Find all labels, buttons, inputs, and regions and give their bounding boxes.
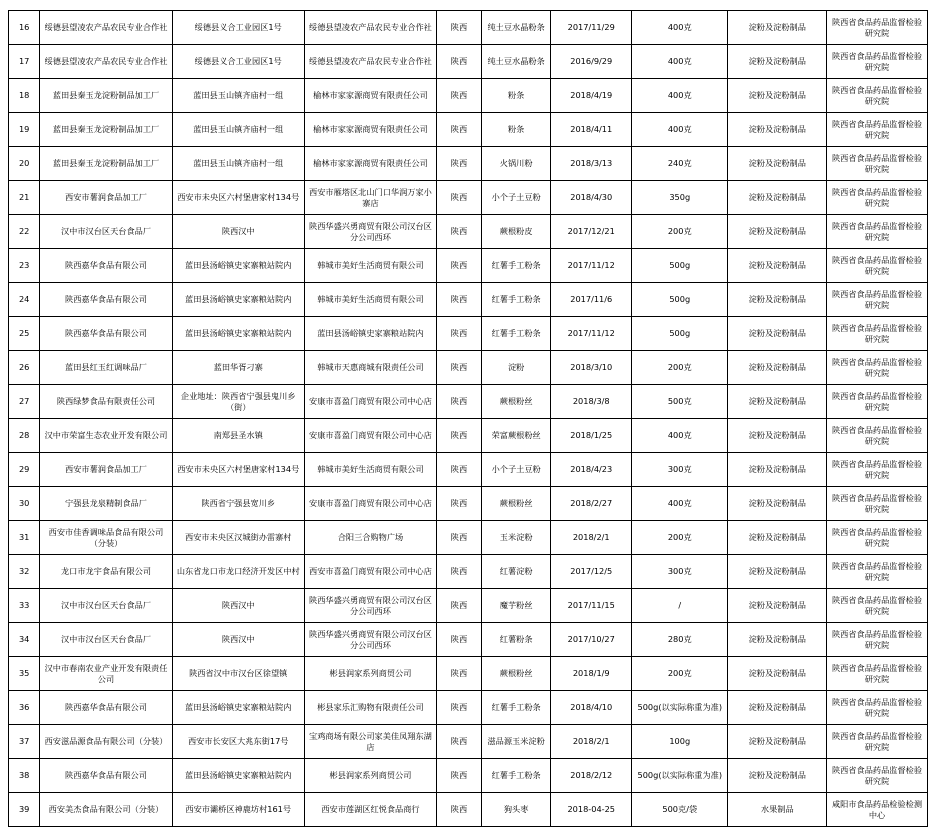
cell-sampled_addr: 合阳三合购物广场	[304, 521, 436, 555]
cell-producer: 汉中市汉台区天台食品厂	[40, 623, 172, 657]
cell-agency: 陕西省食品药品监督检验研究院	[827, 691, 928, 725]
table-row	[9, 147, 928, 181]
cell-agency: 陕西省食品药品监督检验研究院	[827, 759, 928, 793]
cell-sampled_unit: 蓝田县汤峪镇史家寨粮站院内	[172, 691, 304, 725]
cell-producer: 绥德县望凌农产品农民专业合作社	[40, 45, 172, 79]
cell-province: 陕西	[437, 691, 482, 725]
cell-food_name: 红薯手工粉条	[481, 283, 550, 317]
cell-province: 陕西	[437, 317, 482, 351]
cell-sampled_unit: 西安市长安区大兆东街17号	[172, 725, 304, 759]
cell-spec: 400克	[632, 79, 728, 113]
cell-date: 2017/11/12	[551, 317, 632, 351]
cell-num: 32	[9, 555, 40, 589]
cell-food_name: 蕨根粉丝	[481, 657, 550, 691]
cell-food_name: 蕨根粉丝	[481, 385, 550, 419]
cell-spec: 240克	[632, 147, 728, 181]
table-row	[9, 249, 928, 283]
cell-sampled_unit: 绥德县义合工业园区1号	[172, 11, 304, 45]
cell-num: 35	[9, 657, 40, 691]
cell-agency: 陕西省食品药品监督检验研究院	[827, 113, 928, 147]
cell-category: 淀粉及淀粉制品	[728, 453, 827, 487]
table-row	[9, 113, 928, 147]
cell-food_name: 纯土豆水晶粉条	[481, 11, 550, 45]
cell-category: 淀粉及淀粉制品	[728, 419, 827, 453]
cell-food_name: 红薯粉条	[481, 623, 550, 657]
cell-sampled_addr: 榆林市家家源商贸有限责任公司	[304, 147, 436, 181]
table-row	[9, 351, 928, 385]
cell-spec: 500g(以实际称重为准)	[632, 759, 728, 793]
table-row	[9, 181, 928, 215]
cell-spec: 300克	[632, 555, 728, 589]
cell-sampled_addr: 西安市雁塔区北山门口华润万家小寨店	[304, 181, 436, 215]
cell-producer: 西安市薯润食品加工厂	[40, 181, 172, 215]
cell-date: 2018/2/1	[551, 725, 632, 759]
cell-num: 30	[9, 487, 40, 521]
cell-category: 淀粉及淀粉制品	[728, 283, 827, 317]
cell-producer: 陕西嘉华食品有限公司	[40, 691, 172, 725]
cell-spec: /	[632, 589, 728, 623]
cell-sampled_addr: 韩城市美好生活商贸有限公司	[304, 453, 436, 487]
cell-date: 2018/1/9	[551, 657, 632, 691]
cell-date: 2017/12/21	[551, 215, 632, 249]
cell-agency: 陕西省食品药品监督检验研究院	[827, 181, 928, 215]
cell-food_name: 滋品源玉米淀粉	[481, 725, 550, 759]
cell-sampled_addr: 彬县润家系列商贸公司	[304, 759, 436, 793]
cell-sampled_addr: 安康市喜盈门商贸有限公司中心店	[304, 419, 436, 453]
cell-num: 39	[9, 793, 40, 827]
cell-producer: 龙口市龙宇食品有限公司	[40, 555, 172, 589]
cell-category: 淀粉及淀粉制品	[728, 725, 827, 759]
cell-producer: 蓝田县红玉红调味品厂	[40, 351, 172, 385]
cell-agency: 陕西省食品药品监督检验研究院	[827, 657, 928, 691]
cell-province: 陕西	[437, 555, 482, 589]
cell-producer: 陕西嘉华食品有限公司	[40, 317, 172, 351]
cell-province: 陕西	[437, 385, 482, 419]
table-row	[9, 453, 928, 487]
cell-num: 21	[9, 181, 40, 215]
cell-food_name: 红薯手工粉条	[481, 249, 550, 283]
cell-sampled_addr: 陕西华盛兴勇商贸有限公司汉台区分公司西环	[304, 623, 436, 657]
cell-num: 19	[9, 113, 40, 147]
cell-sampled_addr: 安康市喜盈门商贸有限公司中心店	[304, 385, 436, 419]
cell-num: 28	[9, 419, 40, 453]
cell-producer: 蓝田县秦玉龙淀粉制品加工厂	[40, 147, 172, 181]
cell-agency: 咸阳市食品药品检验检测中心	[827, 793, 928, 827]
cell-date: 2017/11/15	[551, 589, 632, 623]
cell-province: 陕西	[437, 521, 482, 555]
cell-province: 陕西	[437, 249, 482, 283]
cell-producer: 西安市薯润食品加工厂	[40, 453, 172, 487]
cell-category: 淀粉及淀粉制品	[728, 11, 827, 45]
cell-agency: 陕西省食品药品监督检验研究院	[827, 11, 928, 45]
cell-province: 陕西	[437, 453, 482, 487]
cell-sampled_addr: 彬县润家系列商贸公司	[304, 657, 436, 691]
cell-producer: 汉中市荣富生态农业开发有限公司	[40, 419, 172, 453]
cell-food_name: 粉条	[481, 79, 550, 113]
cell-province: 陕西	[437, 147, 482, 181]
cell-sampled_unit: 山东省龙口市龙口经济开发区中村	[172, 555, 304, 589]
cell-province: 陕西	[437, 793, 482, 827]
cell-producer: 汉中市春南农业产业开发有限责任公司	[40, 657, 172, 691]
cell-producer: 西安滋品源食品有限公司（分装）	[40, 725, 172, 759]
cell-spec: 400克	[632, 45, 728, 79]
cell-province: 陕西	[437, 351, 482, 385]
cell-date: 2018/4/11	[551, 113, 632, 147]
cell-sampled_unit: 陕西省汉中市汉台区徐望镇	[172, 657, 304, 691]
cell-sampled_addr: 陕西华盛兴勇商贸有限公司汉台区分公司西环	[304, 215, 436, 249]
cell-date: 2016/9/29	[551, 45, 632, 79]
cell-sampled_unit: 陕西汉中	[172, 215, 304, 249]
cell-food_name: 红薯手工粉条	[481, 317, 550, 351]
cell-agency: 陕西省食品药品监督检验研究院	[827, 79, 928, 113]
cell-sampled_unit: 蓝田县汤峪镇史家寨粮站院内	[172, 249, 304, 283]
cell-num: 26	[9, 351, 40, 385]
cell-sampled_addr: 蓝田县汤峪镇史家寨粮站院内	[304, 317, 436, 351]
cell-num: 29	[9, 453, 40, 487]
cell-spec: 280克	[632, 623, 728, 657]
table-row	[9, 487, 928, 521]
cell-num: 38	[9, 759, 40, 793]
cell-date: 2017/11/6	[551, 283, 632, 317]
cell-num: 27	[9, 385, 40, 419]
cell-sampled_addr: 绥德县望凌农产品农民专业合作社	[304, 11, 436, 45]
cell-date: 2018/2/27	[551, 487, 632, 521]
cell-agency: 陕西省食品药品监督检验研究院	[827, 589, 928, 623]
cell-producer: 西安市佳香调味品食品有限公司（分装）	[40, 521, 172, 555]
cell-date: 2017/12/5	[551, 555, 632, 589]
cell-producer: 陕西嘉华食品有限公司	[40, 249, 172, 283]
cell-producer: 蓝田县秦玉龙淀粉制品加工厂	[40, 79, 172, 113]
table-row	[9, 79, 928, 113]
cell-category: 淀粉及淀粉制品	[728, 249, 827, 283]
cell-spec: 500g	[632, 249, 728, 283]
cell-spec: 400克	[632, 419, 728, 453]
cell-category: 淀粉及淀粉制品	[728, 657, 827, 691]
cell-sampled_unit: 陕西汉中	[172, 623, 304, 657]
cell-food_name: 狗头枣	[481, 793, 550, 827]
cell-province: 陕西	[437, 283, 482, 317]
cell-sampled_addr: 榆林市家家源商贸有限责任公司	[304, 113, 436, 147]
cell-sampled_unit: 蓝田县汤峪镇史家寨粮站院内	[172, 283, 304, 317]
cell-date: 2018/4/10	[551, 691, 632, 725]
cell-num: 31	[9, 521, 40, 555]
cell-agency: 陕西省食品药品监督检验研究院	[827, 487, 928, 521]
cell-num: 18	[9, 79, 40, 113]
cell-date: 2018/3/8	[551, 385, 632, 419]
inspection-results-table	[8, 10, 928, 827]
cell-agency: 陕西省食品药品监督检验研究院	[827, 351, 928, 385]
cell-sampled_addr: 西安市莲湖区红悦食品商行	[304, 793, 436, 827]
cell-date: 2018/3/10	[551, 351, 632, 385]
cell-num: 16	[9, 11, 40, 45]
cell-category: 淀粉及淀粉制品	[728, 487, 827, 521]
cell-agency: 陕西省食品药品监督检验研究院	[827, 385, 928, 419]
cell-spec: 200克	[632, 521, 728, 555]
cell-province: 陕西	[437, 589, 482, 623]
cell-sampled_unit: 蓝田县玉山镇齐庙村一组	[172, 113, 304, 147]
cell-spec: 300克	[632, 453, 728, 487]
cell-num: 23	[9, 249, 40, 283]
cell-date: 2018-04-25	[551, 793, 632, 827]
cell-agency: 陕西省食品药品监督检验研究院	[827, 521, 928, 555]
cell-province: 陕西	[437, 725, 482, 759]
cell-sampled_addr: 榆林市家家源商贸有限责任公司	[304, 79, 436, 113]
cell-date: 2018/4/19	[551, 79, 632, 113]
cell-date: 2017/11/29	[551, 11, 632, 45]
cell-province: 陕西	[437, 419, 482, 453]
table-row	[9, 11, 928, 45]
cell-date: 2018/2/1	[551, 521, 632, 555]
cell-num: 34	[9, 623, 40, 657]
cell-sampled_addr: 西安市喜盈门商贸有限公司中心店	[304, 555, 436, 589]
cell-sampled_unit: 蓝田华胥刁寨	[172, 351, 304, 385]
table-row	[9, 725, 928, 759]
cell-date: 2018/2/12	[551, 759, 632, 793]
cell-category: 淀粉及淀粉制品	[728, 759, 827, 793]
cell-category: 水果制品	[728, 793, 827, 827]
cell-food_name: 小个子土豆粉	[481, 453, 550, 487]
cell-num: 22	[9, 215, 40, 249]
cell-spec: 200克	[632, 657, 728, 691]
cell-category: 淀粉及淀粉制品	[728, 691, 827, 725]
cell-sampled_unit: 南郑县圣水镇	[172, 419, 304, 453]
cell-agency: 陕西省食品药品监督检验研究院	[827, 147, 928, 181]
table-row	[9, 555, 928, 589]
table-row	[9, 623, 928, 657]
table-body	[9, 11, 928, 827]
cell-num: 24	[9, 283, 40, 317]
cell-date: 2018/3/13	[551, 147, 632, 181]
table-row	[9, 385, 928, 419]
cell-spec: 500克	[632, 385, 728, 419]
cell-spec: 200克	[632, 215, 728, 249]
cell-producer: 陕西嘉华食品有限公司	[40, 759, 172, 793]
cell-category: 淀粉及淀粉制品	[728, 317, 827, 351]
cell-date: 2018/1/25	[551, 419, 632, 453]
cell-sampled_unit: 西安市未央区六村堡唐家村134号	[172, 181, 304, 215]
cell-date: 2018/4/30	[551, 181, 632, 215]
cell-category: 淀粉及淀粉制品	[728, 215, 827, 249]
cell-food_name: 红薯淀粉	[481, 555, 550, 589]
cell-food_name: 蕨根粉丝	[481, 487, 550, 521]
cell-food_name: 荣富蕨根粉丝	[481, 419, 550, 453]
cell-sampled_addr: 安康市喜盈门商贸有限公司中心店	[304, 487, 436, 521]
cell-food_name: 纯土豆水晶粉条	[481, 45, 550, 79]
cell-spec: 400克	[632, 113, 728, 147]
cell-producer: 汉中市汉台区天台食品厂	[40, 589, 172, 623]
cell-food_name: 蕨根粉皮	[481, 215, 550, 249]
cell-province: 陕西	[437, 113, 482, 147]
cell-agency: 陕西省食品药品监督检验研究院	[827, 453, 928, 487]
cell-producer: 蓝田县秦玉龙淀粉制品加工厂	[40, 113, 172, 147]
cell-spec: 200克	[632, 351, 728, 385]
cell-food_name: 红薯手工粉条	[481, 691, 550, 725]
cell-province: 陕西	[437, 487, 482, 521]
cell-sampled_unit: 陕西省宁强县宽川乡	[172, 487, 304, 521]
cell-date: 2018/4/23	[551, 453, 632, 487]
cell-sampled_addr: 陕西华盛兴勇商贸有限公司汉台区分公司西环	[304, 589, 436, 623]
cell-producer: 宁强县龙泉精制食品厂	[40, 487, 172, 521]
table-row	[9, 589, 928, 623]
cell-spec: 500克/袋	[632, 793, 728, 827]
cell-category: 淀粉及淀粉制品	[728, 351, 827, 385]
cell-food_name: 粉条	[481, 113, 550, 147]
cell-producer: 陕西绿梦食品有限责任公司	[40, 385, 172, 419]
cell-sampled_unit: 西安市灞桥区神鹿坊村161号	[172, 793, 304, 827]
cell-category: 淀粉及淀粉制品	[728, 385, 827, 419]
cell-food_name: 玉米淀粉	[481, 521, 550, 555]
cell-producer: 西安美杰食品有限公司（分装）	[40, 793, 172, 827]
cell-sampled_addr: 宝鸡商场有限公司家美佳凤翔东湖店	[304, 725, 436, 759]
cell-province: 陕西	[437, 759, 482, 793]
cell-province: 陕西	[437, 181, 482, 215]
table-row	[9, 317, 928, 351]
cell-province: 陕西	[437, 79, 482, 113]
cell-num: 33	[9, 589, 40, 623]
cell-agency: 陕西省食品药品监督检验研究院	[827, 215, 928, 249]
cell-agency: 陕西省食品药品监督检验研究院	[827, 45, 928, 79]
cell-spec: 100g	[632, 725, 728, 759]
table-row	[9, 215, 928, 249]
cell-province: 陕西	[437, 11, 482, 45]
cell-date: 2017/10/27	[551, 623, 632, 657]
cell-sampled_unit: 蓝田县玉山镇齐庙村一组	[172, 79, 304, 113]
cell-num: 36	[9, 691, 40, 725]
cell-producer: 绥德县望凌农产品农民专业合作社	[40, 11, 172, 45]
table-row	[9, 691, 928, 725]
cell-food_name: 魔芋粉丝	[481, 589, 550, 623]
cell-province: 陕西	[437, 45, 482, 79]
cell-spec: 400克	[632, 11, 728, 45]
cell-spec: 350g	[632, 181, 728, 215]
cell-category: 淀粉及淀粉制品	[728, 521, 827, 555]
cell-sampled_addr: 韩城市美好生活商贸有限公司	[304, 283, 436, 317]
cell-sampled_addr: 绥德县望凌农产品农民专业合作社	[304, 45, 436, 79]
cell-num: 17	[9, 45, 40, 79]
table-row	[9, 419, 928, 453]
cell-num: 20	[9, 147, 40, 181]
cell-date: 2017/11/12	[551, 249, 632, 283]
cell-category: 淀粉及淀粉制品	[728, 113, 827, 147]
cell-num: 37	[9, 725, 40, 759]
cell-agency: 陕西省食品药品监督检验研究院	[827, 623, 928, 657]
cell-sampled_unit: 陕西汉中	[172, 589, 304, 623]
cell-province: 陕西	[437, 215, 482, 249]
table-row	[9, 283, 928, 317]
cell-sampled_unit: 蓝田县汤峪镇史家寨粮站院内	[172, 759, 304, 793]
cell-food_name: 淀粉	[481, 351, 550, 385]
cell-spec: 500g	[632, 283, 728, 317]
cell-category: 淀粉及淀粉制品	[728, 79, 827, 113]
cell-sampled_addr: 彬县家乐汇购物有限责任公司	[304, 691, 436, 725]
table-row	[9, 521, 928, 555]
cell-sampled_unit: 西安市未央区六村堡唐家村134号	[172, 453, 304, 487]
cell-category: 淀粉及淀粉制品	[728, 623, 827, 657]
cell-producer: 汉中市汉台区天台食品厂	[40, 215, 172, 249]
cell-spec: 500g(以实际称重为准)	[632, 691, 728, 725]
cell-producer: 陕西嘉华食品有限公司	[40, 283, 172, 317]
table-row	[9, 45, 928, 79]
table-row	[9, 793, 928, 827]
cell-food_name: 火锅川粉	[481, 147, 550, 181]
cell-food_name: 红薯手工粉条	[481, 759, 550, 793]
cell-category: 淀粉及淀粉制品	[728, 45, 827, 79]
cell-food_name: 小个子土豆粉	[481, 181, 550, 215]
cell-num: 25	[9, 317, 40, 351]
cell-sampled_unit: 蓝田县玉山镇齐庙村一组	[172, 147, 304, 181]
cell-category: 淀粉及淀粉制品	[728, 589, 827, 623]
cell-agency: 陕西省食品药品监督检验研究院	[827, 283, 928, 317]
cell-sampled_addr: 韩城市美好生活商贸有限公司	[304, 249, 436, 283]
cell-agency: 陕西省食品药品监督检验研究院	[827, 555, 928, 589]
cell-category: 淀粉及淀粉制品	[728, 181, 827, 215]
cell-agency: 陕西省食品药品监督检验研究院	[827, 317, 928, 351]
cell-category: 淀粉及淀粉制品	[728, 555, 827, 589]
cell-agency: 陕西省食品药品监督检验研究院	[827, 249, 928, 283]
cell-category: 淀粉及淀粉制品	[728, 147, 827, 181]
cell-sampled_unit: 西安市未央区汉城街办雷寨村	[172, 521, 304, 555]
table-row	[9, 759, 928, 793]
cell-sampled_unit: 企业地址：陕西省宁强县鬼川乡（街）	[172, 385, 304, 419]
cell-sampled_unit: 蓝田县汤峪镇史家寨粮站院内	[172, 317, 304, 351]
cell-sampled_addr: 韩城市天惠商城有限责任公司	[304, 351, 436, 385]
cell-spec: 500g	[632, 317, 728, 351]
cell-agency: 陕西省食品药品监督检验研究院	[827, 419, 928, 453]
cell-agency: 陕西省食品药品监督检验研究院	[827, 725, 928, 759]
cell-province: 陕西	[437, 657, 482, 691]
cell-sampled_unit: 绥德县义合工业园区1号	[172, 45, 304, 79]
cell-spec: 400克	[632, 487, 728, 521]
cell-province: 陕西	[437, 623, 482, 657]
